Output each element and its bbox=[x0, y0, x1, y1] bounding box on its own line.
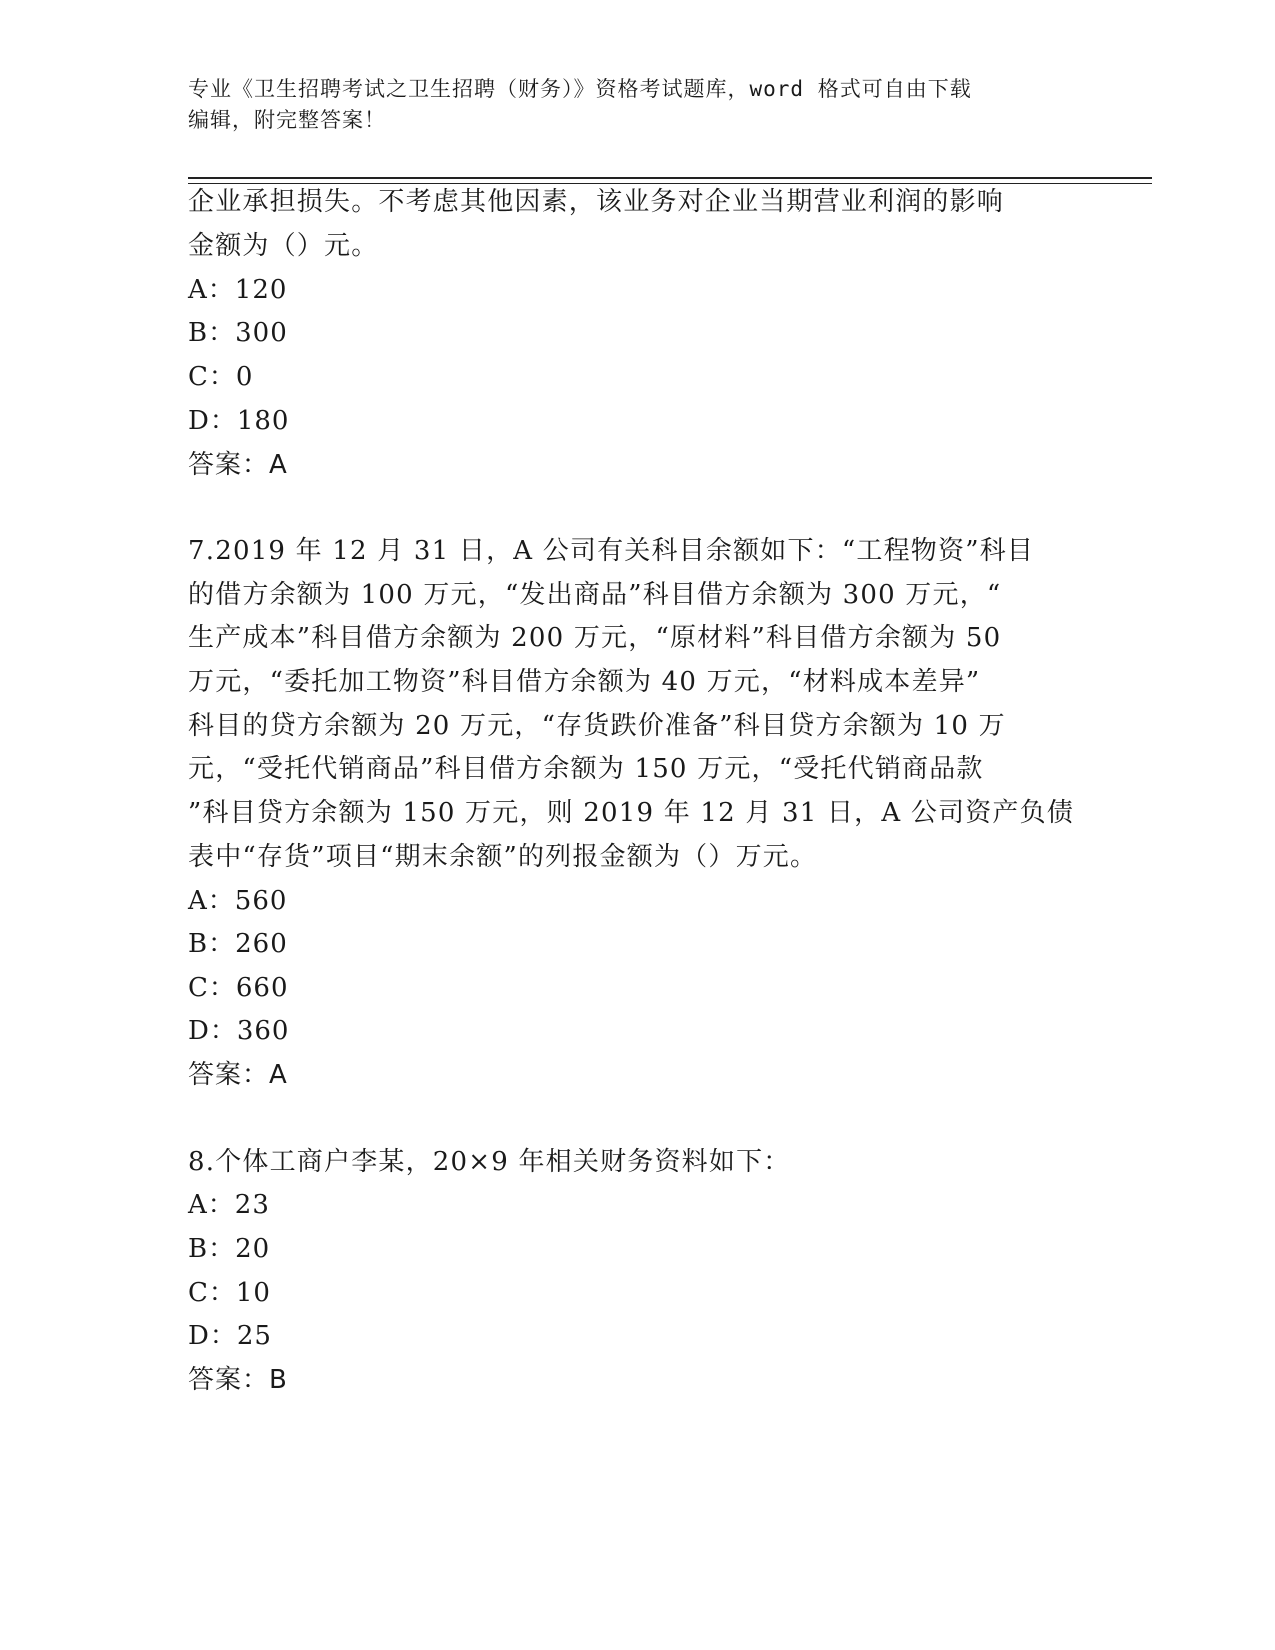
header-line-1: 专业《卫生招聘考试之卫生招聘（财务）》资格考试题库，word 格式可自由下载 bbox=[188, 77, 972, 101]
q7-option-a: A：560 bbox=[188, 886, 288, 916]
q7-text-line: 的借方余额为 100 万元，“发出商品”科目借方余额为 300 万元，“ bbox=[188, 580, 1002, 610]
q6-option-b: B：300 bbox=[188, 318, 288, 348]
q6-option-c: C：0 bbox=[188, 362, 254, 392]
q6-text-line: 企业承担损失。不考虑其他因素，该业务对企业当期营业利润的影响 bbox=[188, 187, 1005, 217]
q7-text-line: 生产成本”科目借方余额为 200 万元，“原材料”科目借方余额为 50 bbox=[188, 623, 1002, 653]
q7-text-line: 表中“存货”项目“期末余额”的列报金额为（）万元。 bbox=[188, 842, 818, 872]
q6-answer: 答案：A bbox=[188, 450, 288, 480]
q7-option-d: D：360 bbox=[188, 1016, 290, 1046]
q7-text-line: 万元，“委托加工物资”科目借方余额为 40 万元，“材料成本差异” bbox=[188, 667, 981, 697]
q8-option-d: D：25 bbox=[188, 1321, 272, 1351]
q7-text-line: 元，“受托代销商品”科目借方余额为 150 万元，“受托代销商品款 bbox=[188, 754, 984, 784]
q7-option-b: B：260 bbox=[188, 929, 288, 959]
q6-text-line: 金额为（）元。 bbox=[188, 231, 379, 261]
q6-option-d: D：180 bbox=[188, 406, 290, 436]
q6-option-a: A：120 bbox=[188, 275, 288, 305]
q7-answer: 答案：A bbox=[188, 1060, 288, 1090]
q8-text-line: 8.个体工商户李某，20×9 年相关财务资料如下： bbox=[188, 1147, 791, 1177]
q7-text-line: 7.2019 年 12 月 31 日，A 公司有关科目余额如下：“工程物资”科目 bbox=[188, 536, 1035, 566]
header-divider bbox=[188, 177, 1152, 179]
q8-option-b: B：20 bbox=[188, 1234, 271, 1264]
q8-option-c: C：10 bbox=[188, 1278, 271, 1308]
q8-option-a: A：23 bbox=[188, 1190, 270, 1220]
q7-text-line: ”科目贷方余额为 150 万元，则 2019 年 12 月 31 日，A 公司资产负债 bbox=[188, 798, 1075, 828]
q7-text-line: 科目的贷方余额为 20 万元，“存货跌价准备”科目贷方余额为 10 万 bbox=[188, 711, 1006, 741]
header-divider-thin bbox=[188, 183, 1152, 184]
q7-option-c: C：660 bbox=[188, 973, 289, 1003]
document-header bbox=[188, 74, 1068, 136]
q8-answer: 答案：B bbox=[188, 1365, 288, 1395]
header-line-2: 编辑，附完整答案！ bbox=[188, 108, 386, 132]
